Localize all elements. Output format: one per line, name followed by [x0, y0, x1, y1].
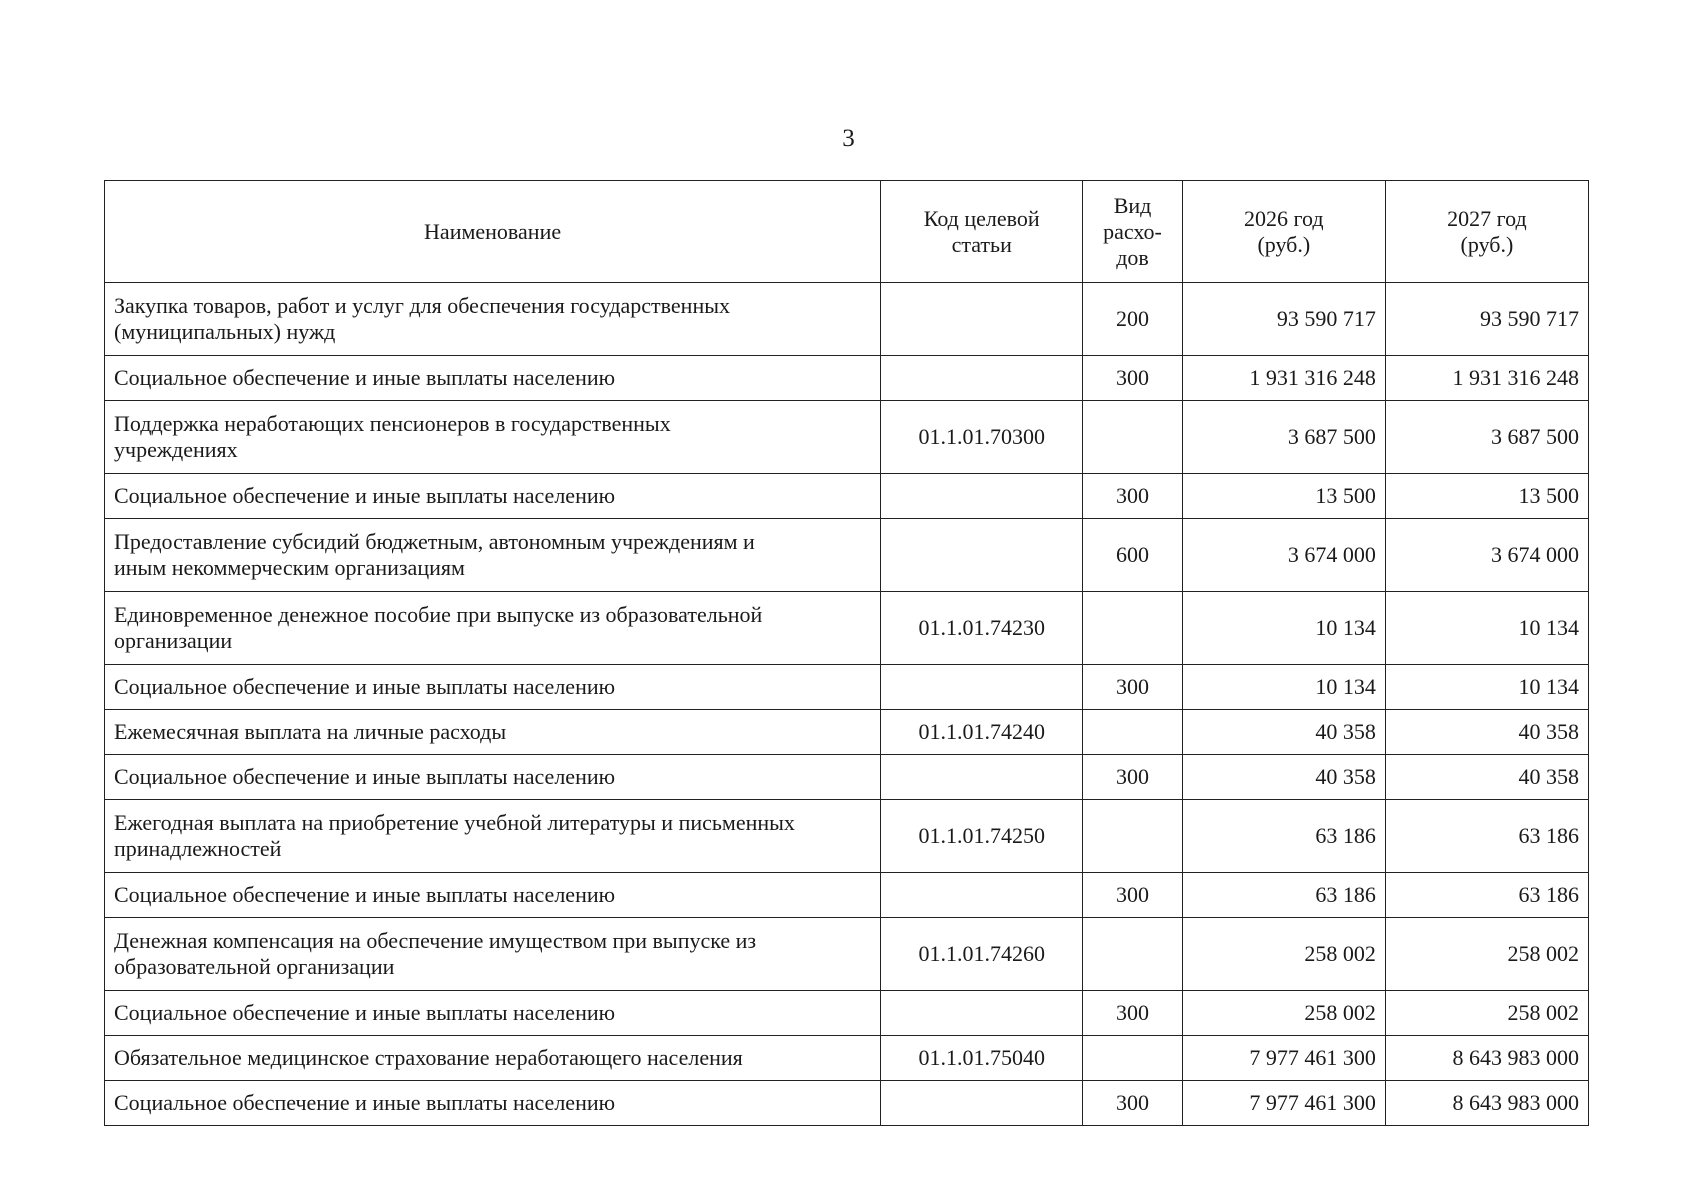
header-kind-line-3: дов	[1116, 244, 1149, 270]
header-year-2026	[1182, 181, 1385, 283]
cell-2027: 40 358	[1385, 710, 1588, 755]
cell-name-line: Единовременное денежное пособие при выпуске из образовательной	[114, 602, 763, 627]
cell-code: 01.1.01.70300	[881, 401, 1083, 474]
cell-code	[881, 991, 1083, 1036]
cell-2026: 40 358	[1182, 710, 1385, 755]
cell-2026: 258 002	[1182, 918, 1385, 991]
cell-code: 01.1.01.74240	[881, 710, 1083, 755]
header-kind	[1083, 181, 1183, 283]
cell-kind	[1083, 800, 1183, 873]
table-row	[105, 474, 1589, 519]
table-row	[105, 401, 1589, 474]
cell-2027: 93 590 717	[1385, 283, 1588, 356]
table-body	[105, 283, 1589, 1126]
cell-2026: 3 674 000	[1182, 519, 1385, 592]
cell-code: 01.1.01.74260	[881, 918, 1083, 991]
cell-2027: 13 500	[1385, 474, 1588, 519]
cell-2026: 1 931 316 248	[1182, 356, 1385, 401]
cell-code	[881, 356, 1083, 401]
budget-table	[104, 180, 1589, 1126]
table-row	[105, 1036, 1589, 1081]
table-row	[105, 283, 1589, 356]
table-row	[105, 665, 1589, 710]
cell-code	[881, 1081, 1083, 1126]
table-row	[105, 710, 1589, 755]
cell-2027: 3 687 500	[1385, 401, 1588, 474]
cell-name-line: Денежная компенсация на обеспечение имуществом при выпуске из	[114, 928, 757, 953]
cell-name	[105, 592, 881, 665]
cell-2027: 258 002	[1385, 918, 1588, 991]
cell-2027: 63 186	[1385, 873, 1588, 918]
cell-code: 01.1.01.74230	[881, 592, 1083, 665]
cell-kind: 300	[1083, 991, 1183, 1036]
cell-name-line: (муниципальных) нужд	[114, 319, 336, 344]
cell-code	[881, 873, 1083, 918]
table-row	[105, 1081, 1589, 1126]
cell-name-line: Предоставление субсидий бюджетным, автономным учреждениям и	[114, 529, 755, 554]
cell-name-line: Социальное обеспечение и иные выплаты населению	[114, 483, 616, 508]
cell-name-line: Социальное обеспечение и иные выплаты населению	[114, 882, 616, 907]
table-header	[105, 181, 1589, 283]
header-name-label: Наименование	[424, 218, 562, 244]
cell-2027: 10 134	[1385, 665, 1588, 710]
cell-kind: 300	[1083, 665, 1183, 710]
header-kind-line-2: расхо-	[1103, 218, 1162, 244]
cell-2027: 258 002	[1385, 991, 1588, 1036]
cell-name-line: учреждениях	[114, 437, 238, 462]
cell-code: 01.1.01.75040	[881, 1036, 1083, 1081]
cell-kind: 300	[1083, 356, 1183, 401]
cell-2026: 10 134	[1182, 665, 1385, 710]
cell-2027: 40 358	[1385, 755, 1588, 800]
header-year-2027-line-2: (руб.)	[1460, 231, 1514, 257]
cell-name	[105, 918, 881, 991]
cell-kind: 300	[1083, 474, 1183, 519]
cell-name-line: Ежегодная выплата на приобретение учебной литературы и письменных	[114, 810, 795, 835]
cell-kind	[1083, 401, 1183, 474]
cell-2027: 8 643 983 000	[1385, 1081, 1588, 1126]
cell-code	[881, 283, 1083, 356]
header-code	[881, 181, 1083, 283]
cell-code: 01.1.01.74250	[881, 800, 1083, 873]
cell-2026: 40 358	[1182, 755, 1385, 800]
table-row	[105, 356, 1589, 401]
cell-code	[881, 755, 1083, 800]
cell-name-line: Ежемесячная выплата на личные расходы	[114, 719, 507, 744]
cell-name-line: образовательной организации	[114, 954, 395, 979]
cell-name	[105, 991, 881, 1036]
page-number: 3	[842, 125, 855, 152]
cell-name-line: Социальное обеспечение и иные выплаты населению	[114, 365, 616, 390]
cell-code	[881, 474, 1083, 519]
cell-name	[105, 474, 881, 519]
table-row	[105, 918, 1589, 991]
cell-name	[105, 1036, 881, 1081]
cell-code	[881, 665, 1083, 710]
cell-name-line: Социальное обеспечение и иные выплаты населению	[114, 1000, 616, 1025]
cell-2027: 8 643 983 000	[1385, 1036, 1588, 1081]
cell-name	[105, 800, 881, 873]
cell-2026: 3 687 500	[1182, 401, 1385, 474]
cell-kind	[1083, 710, 1183, 755]
cell-name-line: Социальное обеспечение и иные выплаты населению	[114, 674, 616, 699]
cell-kind	[1083, 1036, 1183, 1081]
cell-kind: 200	[1083, 283, 1183, 356]
cell-2026: 63 186	[1182, 873, 1385, 918]
cell-name	[105, 665, 881, 710]
cell-name	[105, 356, 881, 401]
cell-2026: 93 590 717	[1182, 283, 1385, 356]
cell-kind: 600	[1083, 519, 1183, 592]
table-row	[105, 991, 1589, 1036]
header-name	[105, 181, 881, 283]
cell-name	[105, 283, 881, 356]
header-year-2027	[1385, 181, 1588, 283]
table-row	[105, 519, 1589, 592]
cell-name	[105, 519, 881, 592]
cell-2026: 7 977 461 300	[1182, 1081, 1385, 1126]
cell-name-line: иным некоммерческим организациям	[114, 555, 465, 580]
cell-name-line: принадлежностей	[114, 836, 282, 861]
header-year-2026-line-2: (руб.)	[1257, 231, 1311, 257]
cell-kind	[1083, 918, 1183, 991]
cell-name-line: Закупка товаров, работ и услуг для обеспечения государственных	[114, 293, 731, 318]
header-year-2026-line-1: 2026 год	[1244, 205, 1324, 231]
cell-name-line: Поддержка неработающих пенсионеров в государственных	[114, 411, 671, 436]
table-row	[105, 800, 1589, 873]
cell-name-line: Обязательное медицинское страхование неработающего населения	[114, 1045, 743, 1070]
cell-kind: 300	[1083, 1081, 1183, 1126]
cell-2027: 3 674 000	[1385, 519, 1588, 592]
header-code-line-2: статьи	[951, 231, 1012, 257]
cell-kind: 300	[1083, 873, 1183, 918]
cell-2027: 10 134	[1385, 592, 1588, 665]
cell-name-line: Социальное обеспечение и иные выплаты населению	[114, 764, 616, 789]
cell-kind: 300	[1083, 755, 1183, 800]
cell-2026: 10 134	[1182, 592, 1385, 665]
cell-2026: 13 500	[1182, 474, 1385, 519]
header-year-2027-line-1: 2027 год	[1447, 205, 1527, 231]
cell-2027: 63 186	[1385, 800, 1588, 873]
cell-name	[105, 710, 881, 755]
cell-name-line: Социальное обеспечение и иные выплаты населению	[114, 1090, 616, 1115]
cell-name	[105, 1081, 881, 1126]
table-row	[105, 592, 1589, 665]
table-row	[105, 873, 1589, 918]
cell-name-line: организации	[114, 628, 233, 653]
cell-code	[881, 519, 1083, 592]
cell-2026: 63 186	[1182, 800, 1385, 873]
cell-kind	[1083, 592, 1183, 665]
header-kind-line-1: Вид	[1113, 192, 1152, 218]
cell-name	[105, 755, 881, 800]
cell-2027: 1 931 316 248	[1385, 356, 1588, 401]
header-code-line-1: Код целевой	[923, 205, 1040, 231]
cell-name	[105, 873, 881, 918]
table-row	[105, 755, 1589, 800]
cell-2026: 7 977 461 300	[1182, 1036, 1385, 1081]
cell-2026: 258 002	[1182, 991, 1385, 1036]
cell-name	[105, 401, 881, 474]
